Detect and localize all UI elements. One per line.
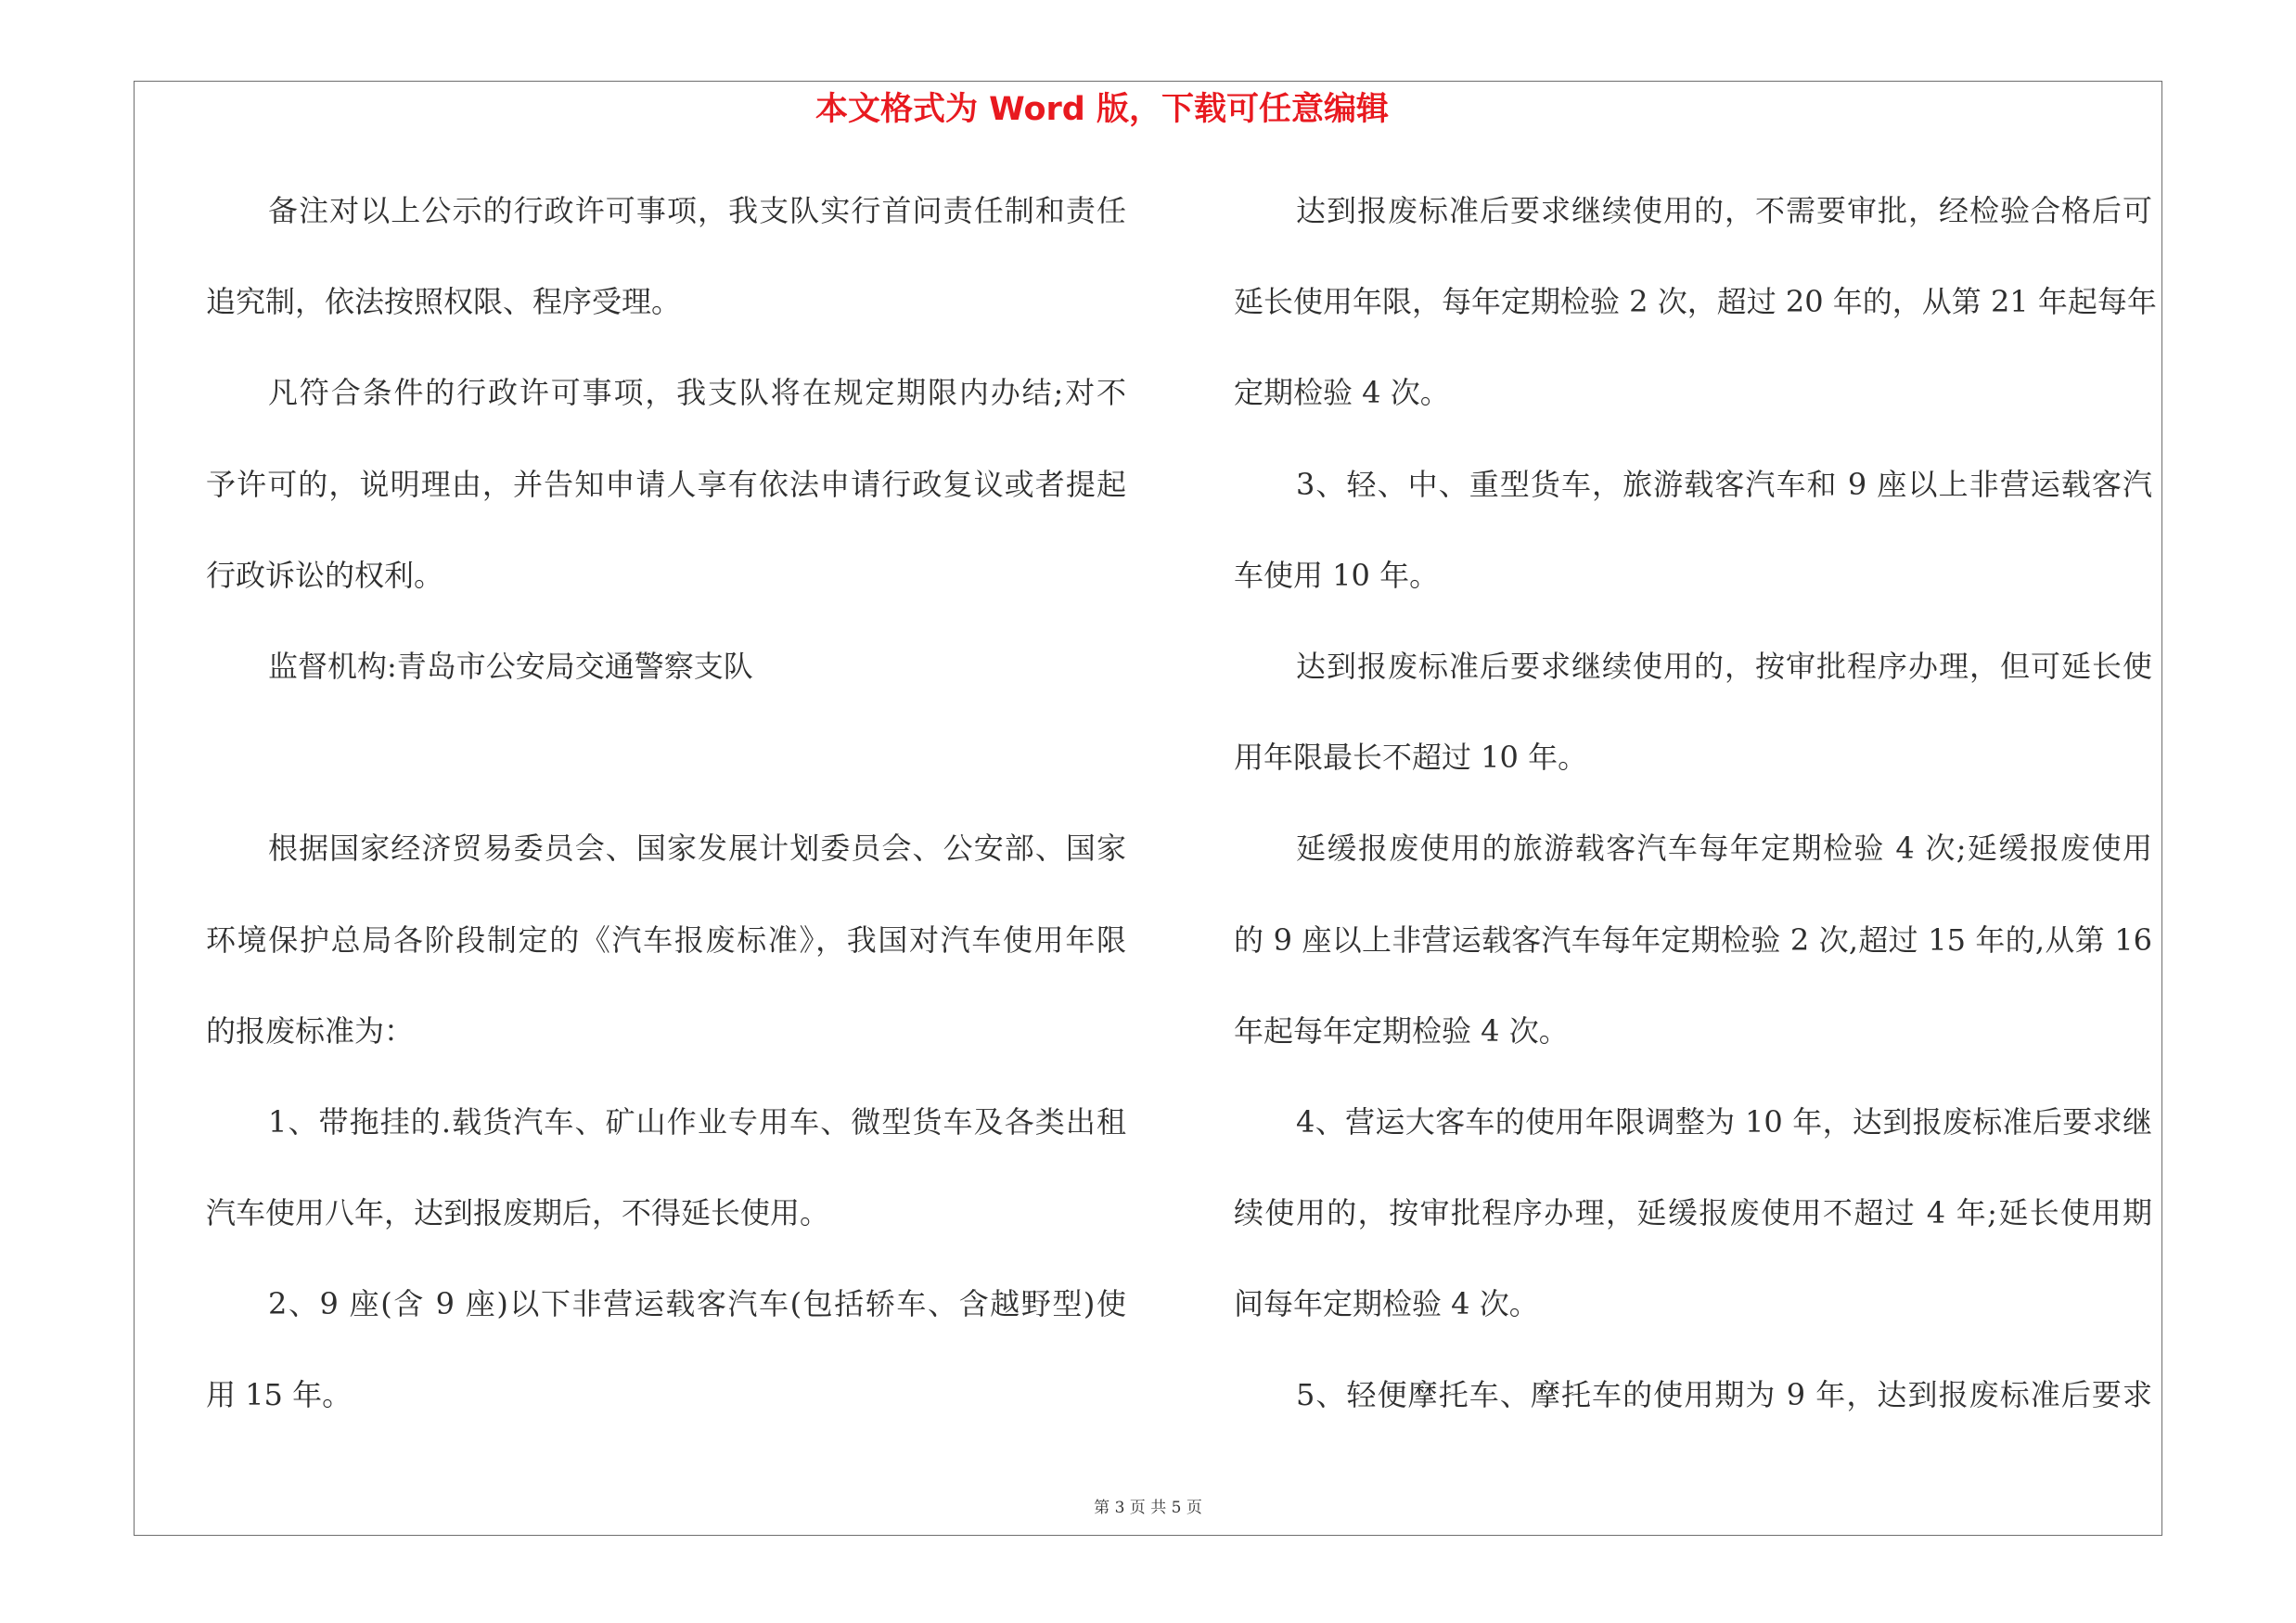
paragraph (206, 621, 1134, 712)
text-line: 续使用的，按审批程序办理，延缓报废使用不超过 4 年;延长使用期 (1234, 1195, 2152, 1231)
paragraph (206, 1258, 1134, 1440)
paragraph (206, 803, 1134, 1076)
text-line: 2、9 座(含 9 座)以下非营运载客汽车(包括轿车、含越野型)使 (268, 1286, 1126, 1322)
text-line: 1、带拖挂的.载货汽车、矿山作业专用车、微型货车及各类出租 (268, 1103, 1126, 1140)
text-line: 间每年定期检验 4 次。 (1234, 1286, 1539, 1322)
text-line: 年起每年定期检验 4 次。 (1234, 1012, 1569, 1049)
text-line: 汽车使用八年，达到报废期后，不得延长使用。 (206, 1195, 830, 1231)
text-line: 定期检验 4 次。 (1234, 375, 1450, 411)
paragraph (1234, 1349, 2161, 1440)
paragraph (206, 347, 1134, 621)
page-footer: 第 3 页 共 5 页 (1094, 1499, 1202, 1517)
paragraph (206, 1076, 1134, 1258)
paragraph (1234, 165, 2161, 439)
header-title: 本文格式为 Word 版，下载可任意编辑 (815, 91, 1390, 128)
paragraph (1234, 803, 2161, 1076)
paragraph (1234, 621, 2161, 803)
text-line: 的 9 座以上非营运载客汽车每年定期检验 2 次,超过 15 年的,从第 16 (1234, 921, 2152, 958)
right-column (1234, 165, 2161, 1446)
text-line: 延长使用年限，每年定期检验 2 次，超过 20 年的，从第 21 年起每年 (1234, 284, 2157, 320)
text-line: 凡符合条件的行政许可事项，我支队将在规定期限内办结;对不 (268, 375, 1126, 411)
text-line: 3、轻、中、重型货车，旅游载客汽车和 9 座以上非营运载客汽 (1296, 466, 2152, 502)
text-line: 环境保护总局各阶段制定的《汽车报废标准》，我国对汽车使用年限 (206, 921, 1126, 958)
text-line: 5、轻便摩托车、摩托车的使用期为 9 年，达到报废标准后要求 (1296, 1377, 2152, 1413)
text-line: 根据国家经济贸易委员会、国家发展计划委员会、公安部、国家 (268, 831, 1126, 867)
text-line: 监督机构:青岛市公安局交通警察支队 (268, 648, 753, 684)
text-line: 备注对以上公示的行政许可事项，我支队实行首问责任制和责任 (268, 193, 1126, 228)
text-line: 用年限最长不超过 10 年。 (1234, 740, 1588, 776)
text-line: 达到报废标准后要求继续使用的，不需要审批，经检验合格后可 (1296, 193, 2152, 228)
text-line: 用 15 年。 (206, 1377, 353, 1413)
text-line: 追究制，依法按照权限、程序受理。 (206, 284, 682, 320)
paragraph (206, 165, 1134, 347)
text-line: 4、营运大客车的使用年限调整为 10 年，达到报废标准后要求继 (1296, 1103, 2152, 1140)
paragraph (1234, 1076, 2161, 1350)
text-line: 予许可的，说明理由，并告知申请人享有依法申请行政复议或者提起 (206, 466, 1126, 502)
paragraph (1234, 439, 2161, 621)
text-line: 延缓报废使用的旅游载客汽车每年定期检验 4 次;延缓报废使用 (1296, 831, 2152, 867)
text-line: 车使用 10 年。 (1234, 557, 1440, 593)
text-line: 行政诉讼的权利。 (206, 557, 444, 593)
text-line: 的报废标准为： (206, 1012, 415, 1049)
text-line: 达到报废标准后要求继续使用的，按审批程序办理，但可延长使 (1296, 648, 2152, 684)
left-column (206, 165, 1134, 1446)
blank-line (206, 712, 1134, 803)
